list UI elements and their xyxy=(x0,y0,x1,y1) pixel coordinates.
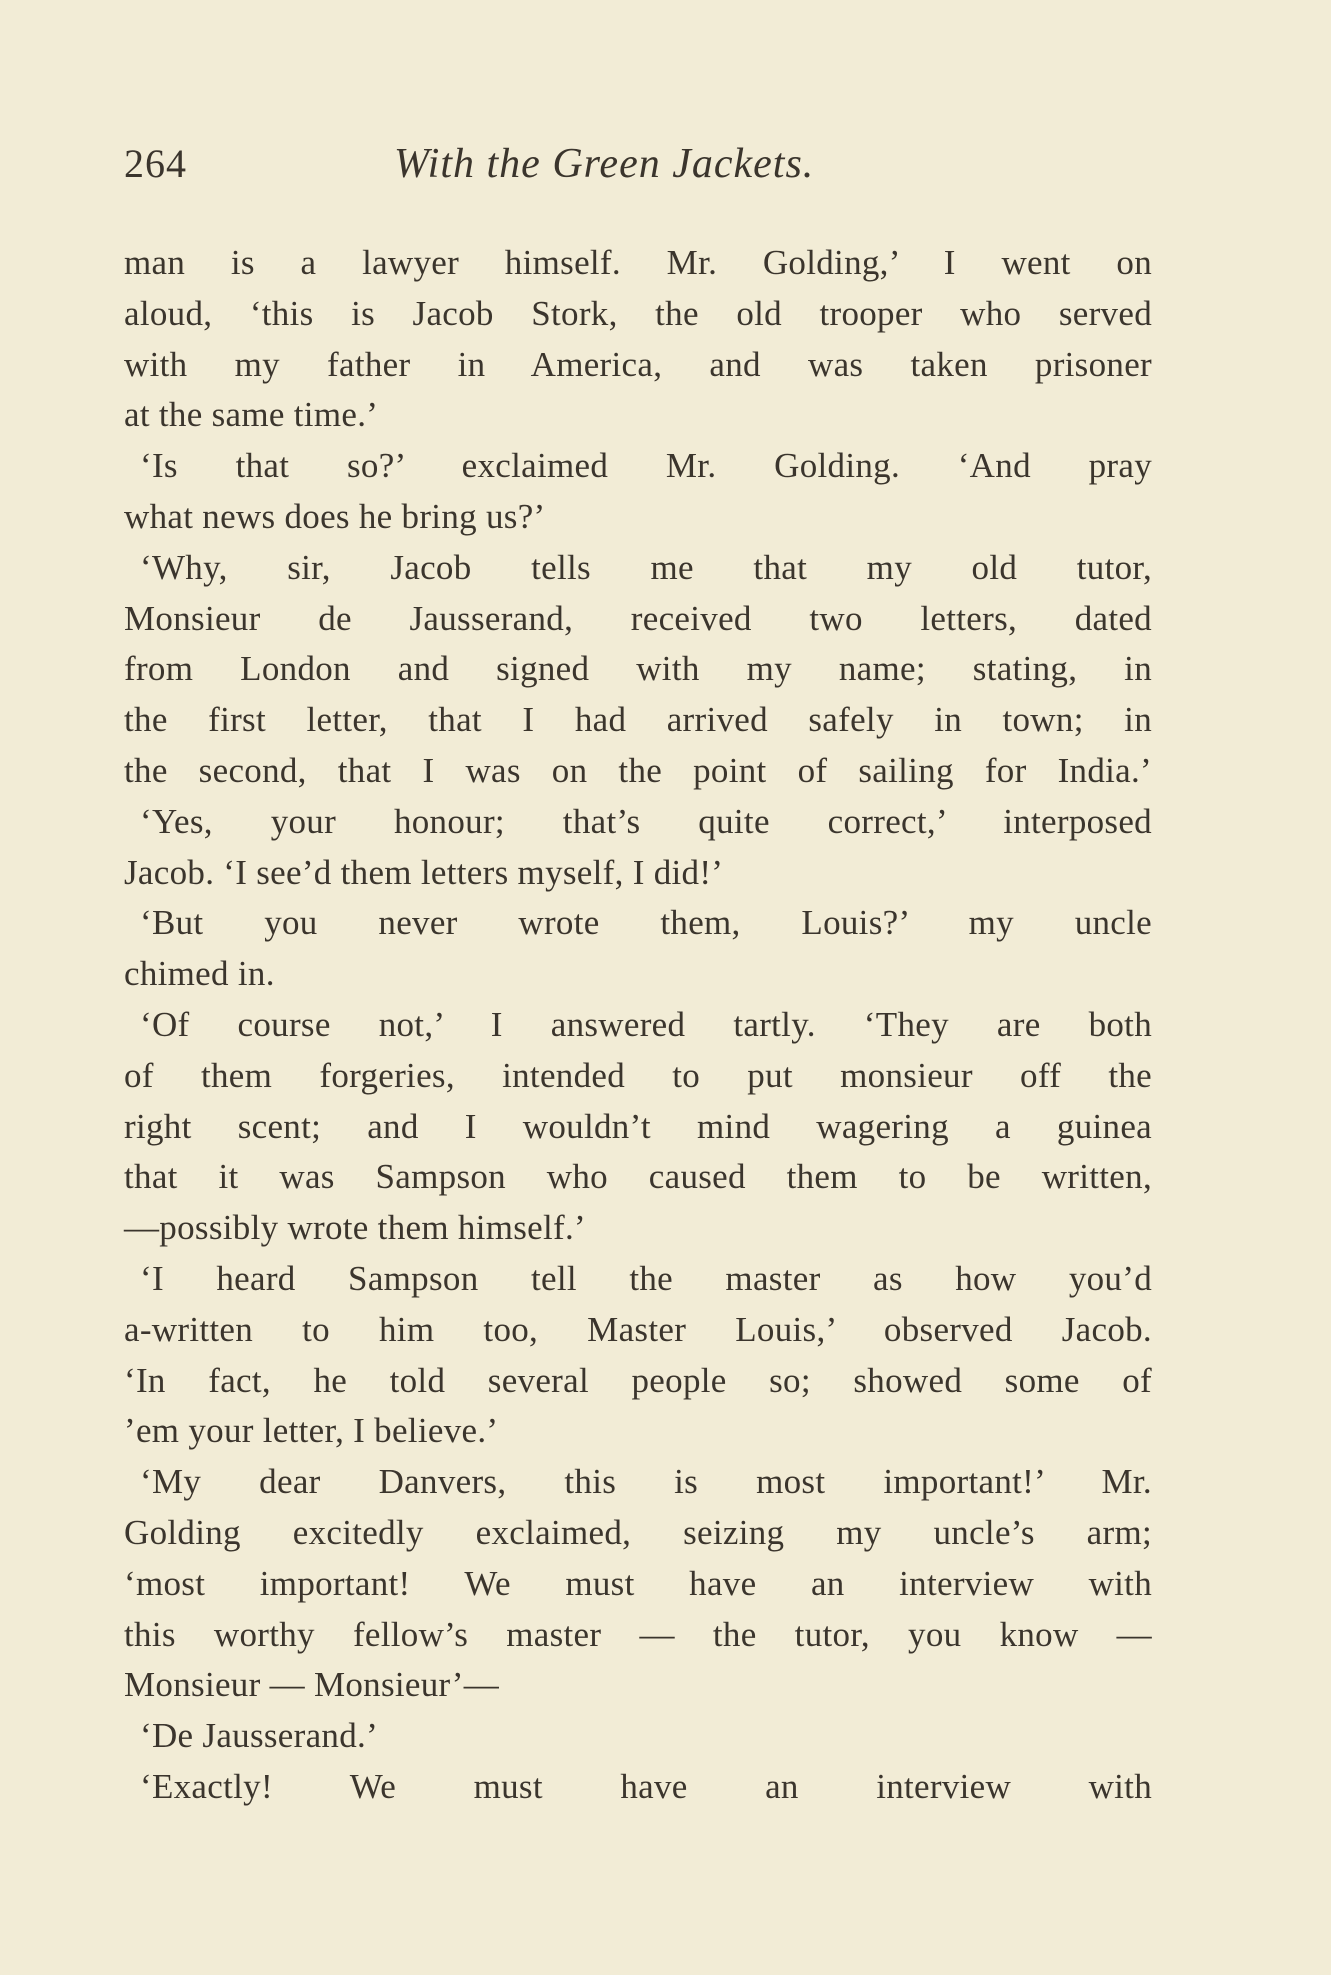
text-line: ‘De Jausserand.’ xyxy=(140,1716,379,1756)
text-line: Golding excitedly exclaimed, seizing my uncle’s arm; xyxy=(124,1512,1152,1552)
text-line: what news does he bring us?’ xyxy=(124,496,546,536)
text-line: man is a lawyer himself. Mr. Golding,’ I went on xyxy=(124,243,1152,282)
running-title: With the Green Jackets. xyxy=(394,141,815,187)
text-line: the second, that I was on the point of sailing for India.’ xyxy=(124,750,1152,790)
text-line: ‘But you never wrote them, Louis?’ my uncle xyxy=(140,903,1152,943)
text-line: ‘Of course not,’ I answered tartly. ‘They are both xyxy=(140,1004,1152,1044)
text-line: ‘most important! We must have an interview with xyxy=(124,1563,1152,1603)
text-line: —possibly wrote them himself.’ xyxy=(124,1208,587,1248)
text-line: ‘Exactly! We must have an interview with xyxy=(140,1766,1152,1806)
text-line: of them forgeries, intended to put monsieur off the xyxy=(124,1055,1152,1095)
text-line: Jacob. ‘I see’d them letters myself, I did!’ xyxy=(124,852,724,892)
text-line: this worthy fellow’s master — the tutor, you know — xyxy=(124,1614,1152,1654)
text-line: ‘In fact, he told several people so; showed some of xyxy=(124,1360,1152,1400)
text-line: with my father in America, and was taken prisoner xyxy=(124,344,1152,384)
page-header xyxy=(124,140,1164,200)
text-line: right scent; and I wouldn’t mind wagering a guinea xyxy=(124,1106,1152,1146)
text-line: ‘I heard Sampson tell the master as how you’d xyxy=(140,1258,1152,1298)
text-line: ’em your letter, I believe.’ xyxy=(124,1411,499,1451)
text-line: ‘Is that so?’ exclaimed Mr. Golding. ‘And pray xyxy=(140,446,1152,486)
text-line: at the same time.’ xyxy=(124,395,379,435)
body-text xyxy=(124,238,1152,1813)
text-line: from London and signed with my name; stating, in xyxy=(124,649,1152,689)
text-line: Monsieur de Jausserand, received two letters, dated xyxy=(124,598,1152,638)
text-line: Monsieur — Monsieur’— xyxy=(124,1665,500,1705)
text-line: that it was Sampson who caused them to be written, xyxy=(124,1157,1152,1197)
text-line: chimed in. xyxy=(124,954,275,994)
text-line: aloud, ‘this is Jacob Stork, the old trooper who served xyxy=(124,293,1152,333)
text-line: ‘Yes, your honour; that’s quite correct,’ interposed xyxy=(140,801,1152,841)
text-line: the first letter, that I had arrived safely in town; in xyxy=(124,700,1152,740)
text-line: a-written to him too, Master Louis,’ observed Jacob. xyxy=(124,1309,1152,1349)
text-line: ‘My dear Danvers, this is most important!’ Mr. xyxy=(140,1462,1152,1502)
text-line: ‘Why, sir, Jacob tells me that my old tutor, xyxy=(140,547,1152,587)
page-number: 264 xyxy=(124,141,187,186)
